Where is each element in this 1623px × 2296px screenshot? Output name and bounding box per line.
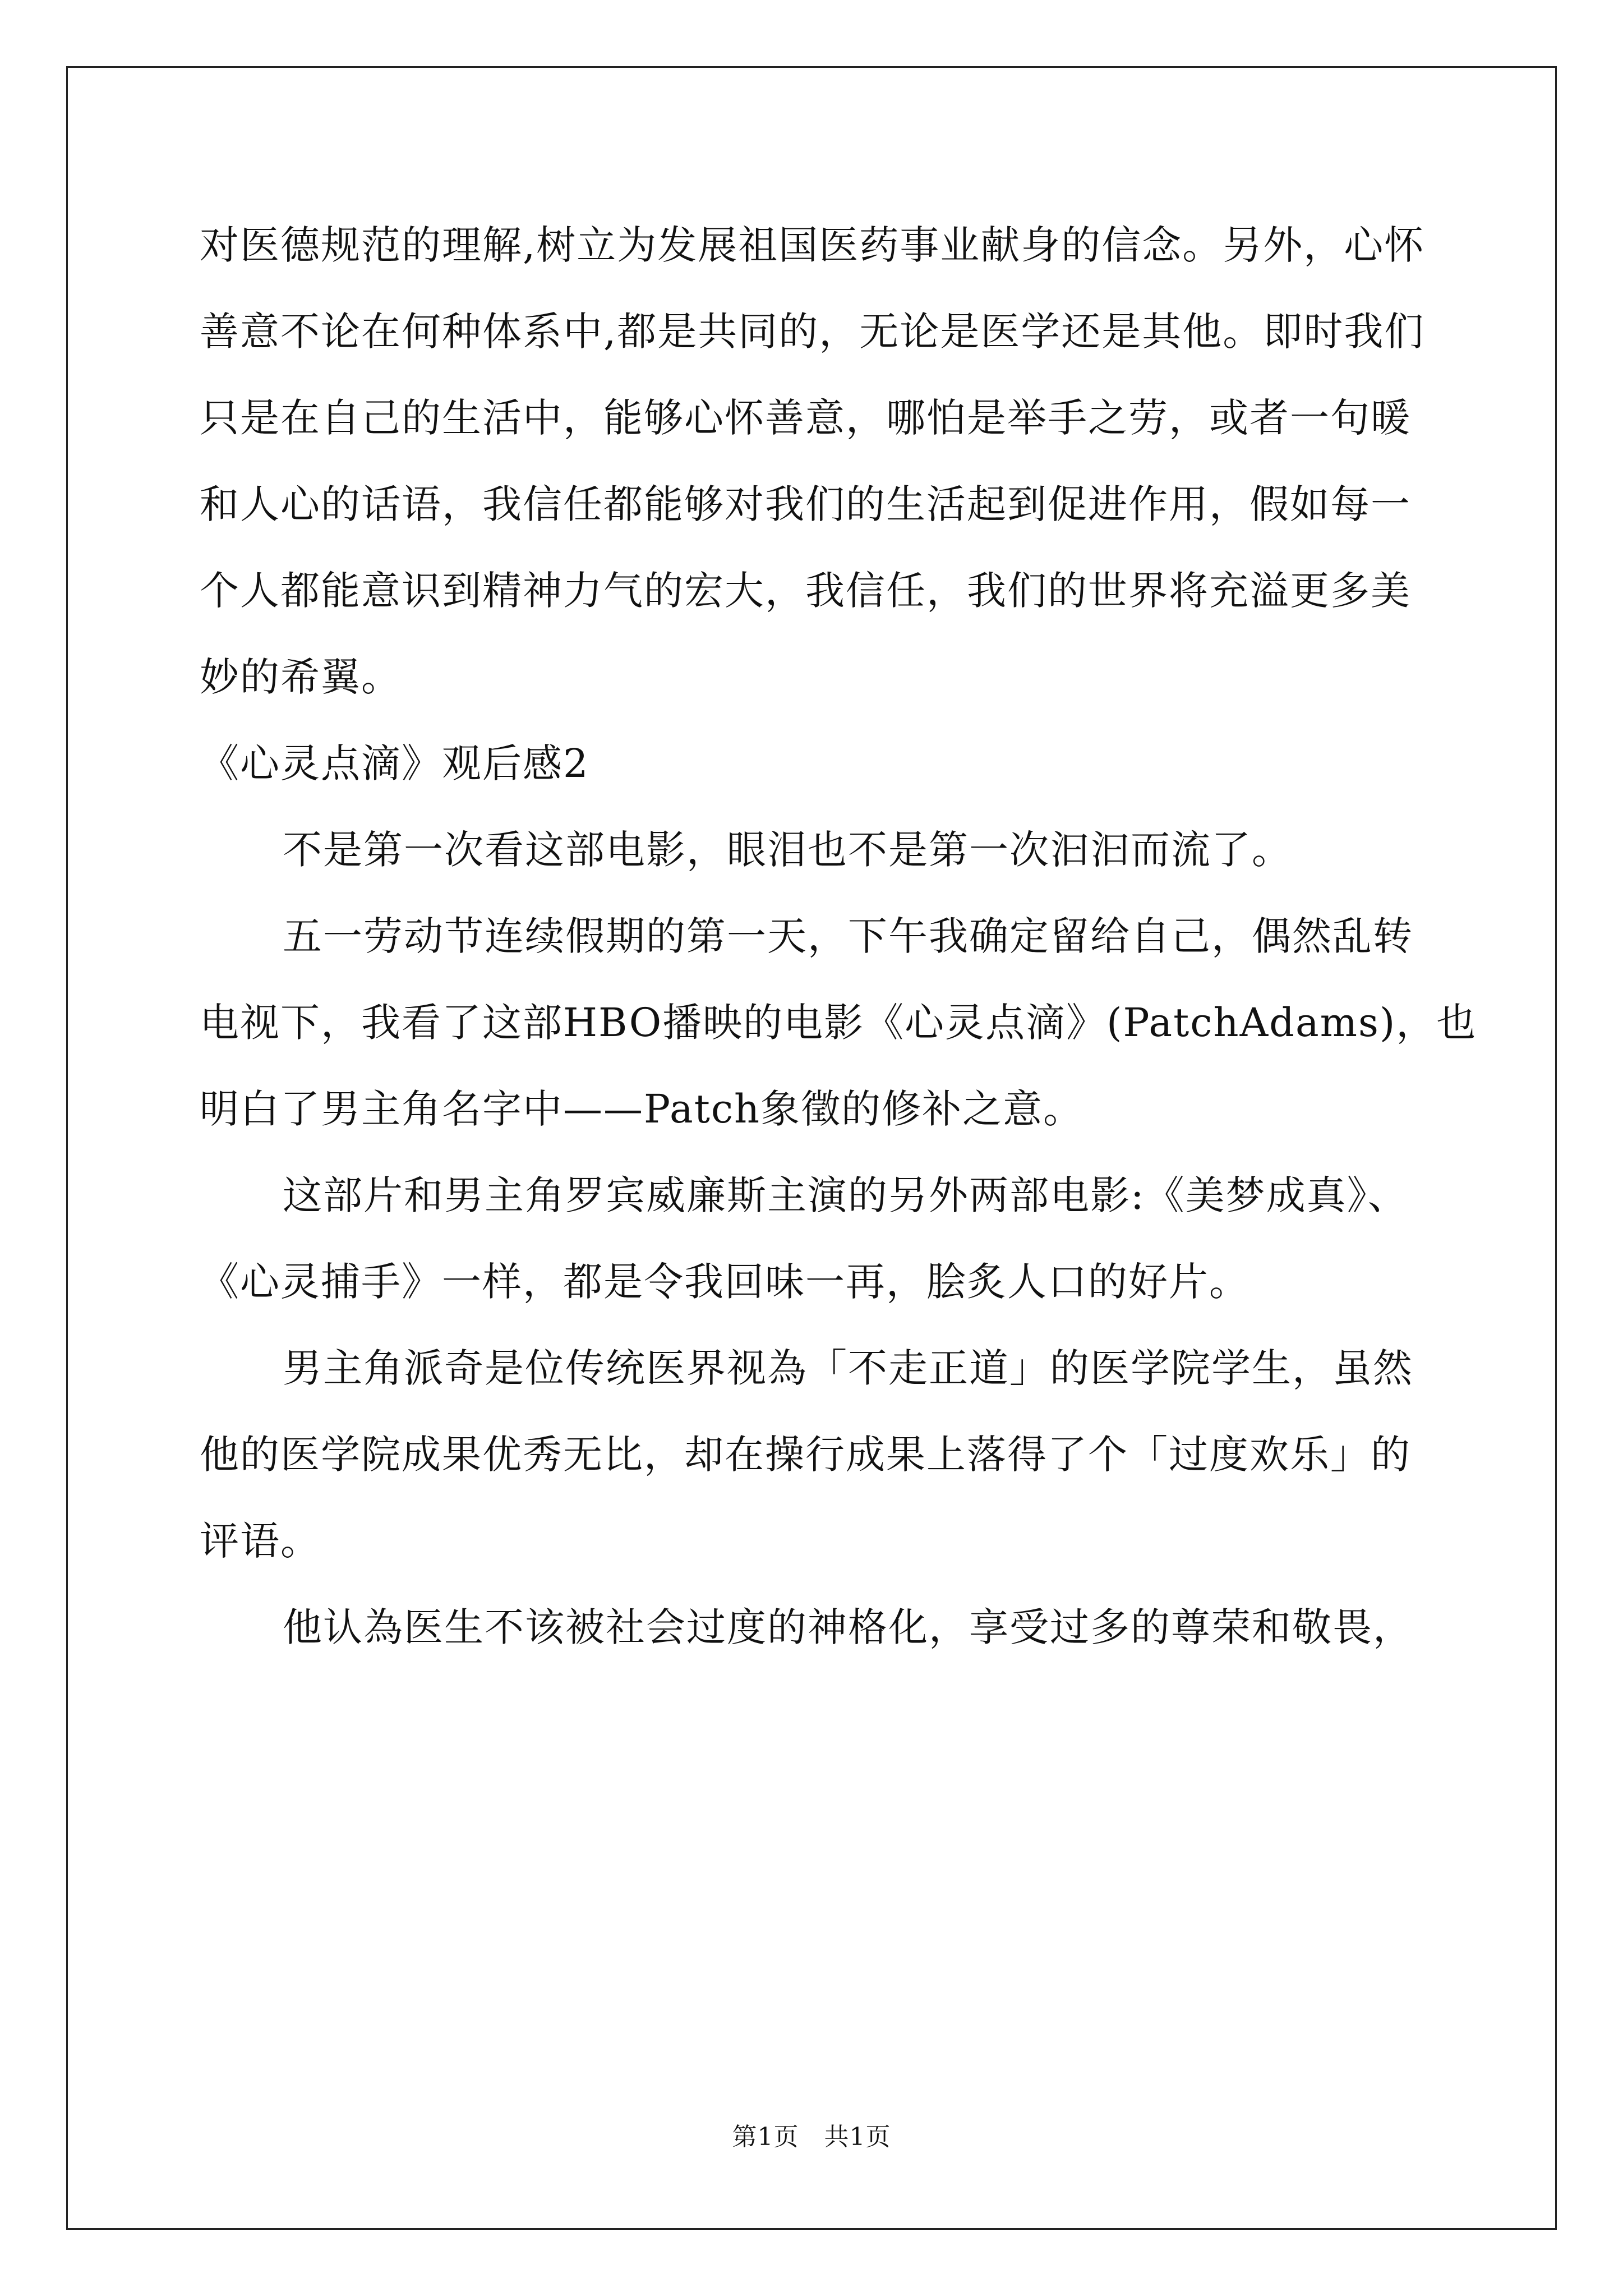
text-line: 只是在自己的生活中，能够心怀善意，哪怕是举手之劳，或者一句暖 xyxy=(200,395,1411,441)
paragraph-line: 五一劳动节连续假期的第一天，下午我确定留给自己，偶然乱转 xyxy=(283,913,1413,959)
page-total: 共1页 xyxy=(824,2123,891,2151)
paragraph-line: 不是第一次看这部电影，眼泪也不是第一次汩汩而流了。 xyxy=(283,827,1292,873)
paragraph-line: 他认為医生不该被社会过度的神格化，享受过多的尊荣和敬畏， xyxy=(283,1604,1413,1650)
paragraph-line: 电视下，我看了这部HBO播映的电影《心灵点滴》(PatchAdams)，也 xyxy=(200,1000,1477,1046)
paragraph-line: 评语。 xyxy=(200,1518,321,1564)
text-line: 妙的希翼。 xyxy=(200,654,402,700)
paragraph-line: 《心灵捕手》一样，都是令我回味一再，脍炙人口的好片。 xyxy=(200,1259,1249,1305)
text-line: 善意不论在何种体系中,都是共同的，无论是医学还是其他。即时我们 xyxy=(200,309,1425,355)
paragraph-line: 他的医学院成果优秀无比，却在操行成果上落得了个「过度欢乐」的 xyxy=(200,1432,1411,1478)
text-line: 和人心的话语，我信任都能够对我们的生活起到促进作用，假如每一 xyxy=(200,481,1411,527)
page-number: 第1页 xyxy=(732,2123,799,2151)
section-heading: 《心灵点滴》观后感2 xyxy=(200,740,589,786)
text-line: 个人都能意识到精神力气的宏大，我信任，我们的世界将充溢更多美 xyxy=(200,568,1411,614)
paragraph-line: 这部片和男主角罗宾威廉斯主演的另外两部电影:《美梦成真》、 xyxy=(283,1172,1408,1218)
document-body xyxy=(200,202,1477,1671)
page-footer xyxy=(0,2120,1623,2154)
paragraph-line: 男主角派奇是位传统医界视為「不走正道」的医学院学生，虽然 xyxy=(283,1345,1413,1391)
text-line: 对医德规范的理解,树立为发展祖国医药事业献身的信念。另外，心怀 xyxy=(200,222,1425,268)
paragraph-line: 明白了男主角名字中——Patch象徵的修补之意。 xyxy=(200,1086,1084,1132)
